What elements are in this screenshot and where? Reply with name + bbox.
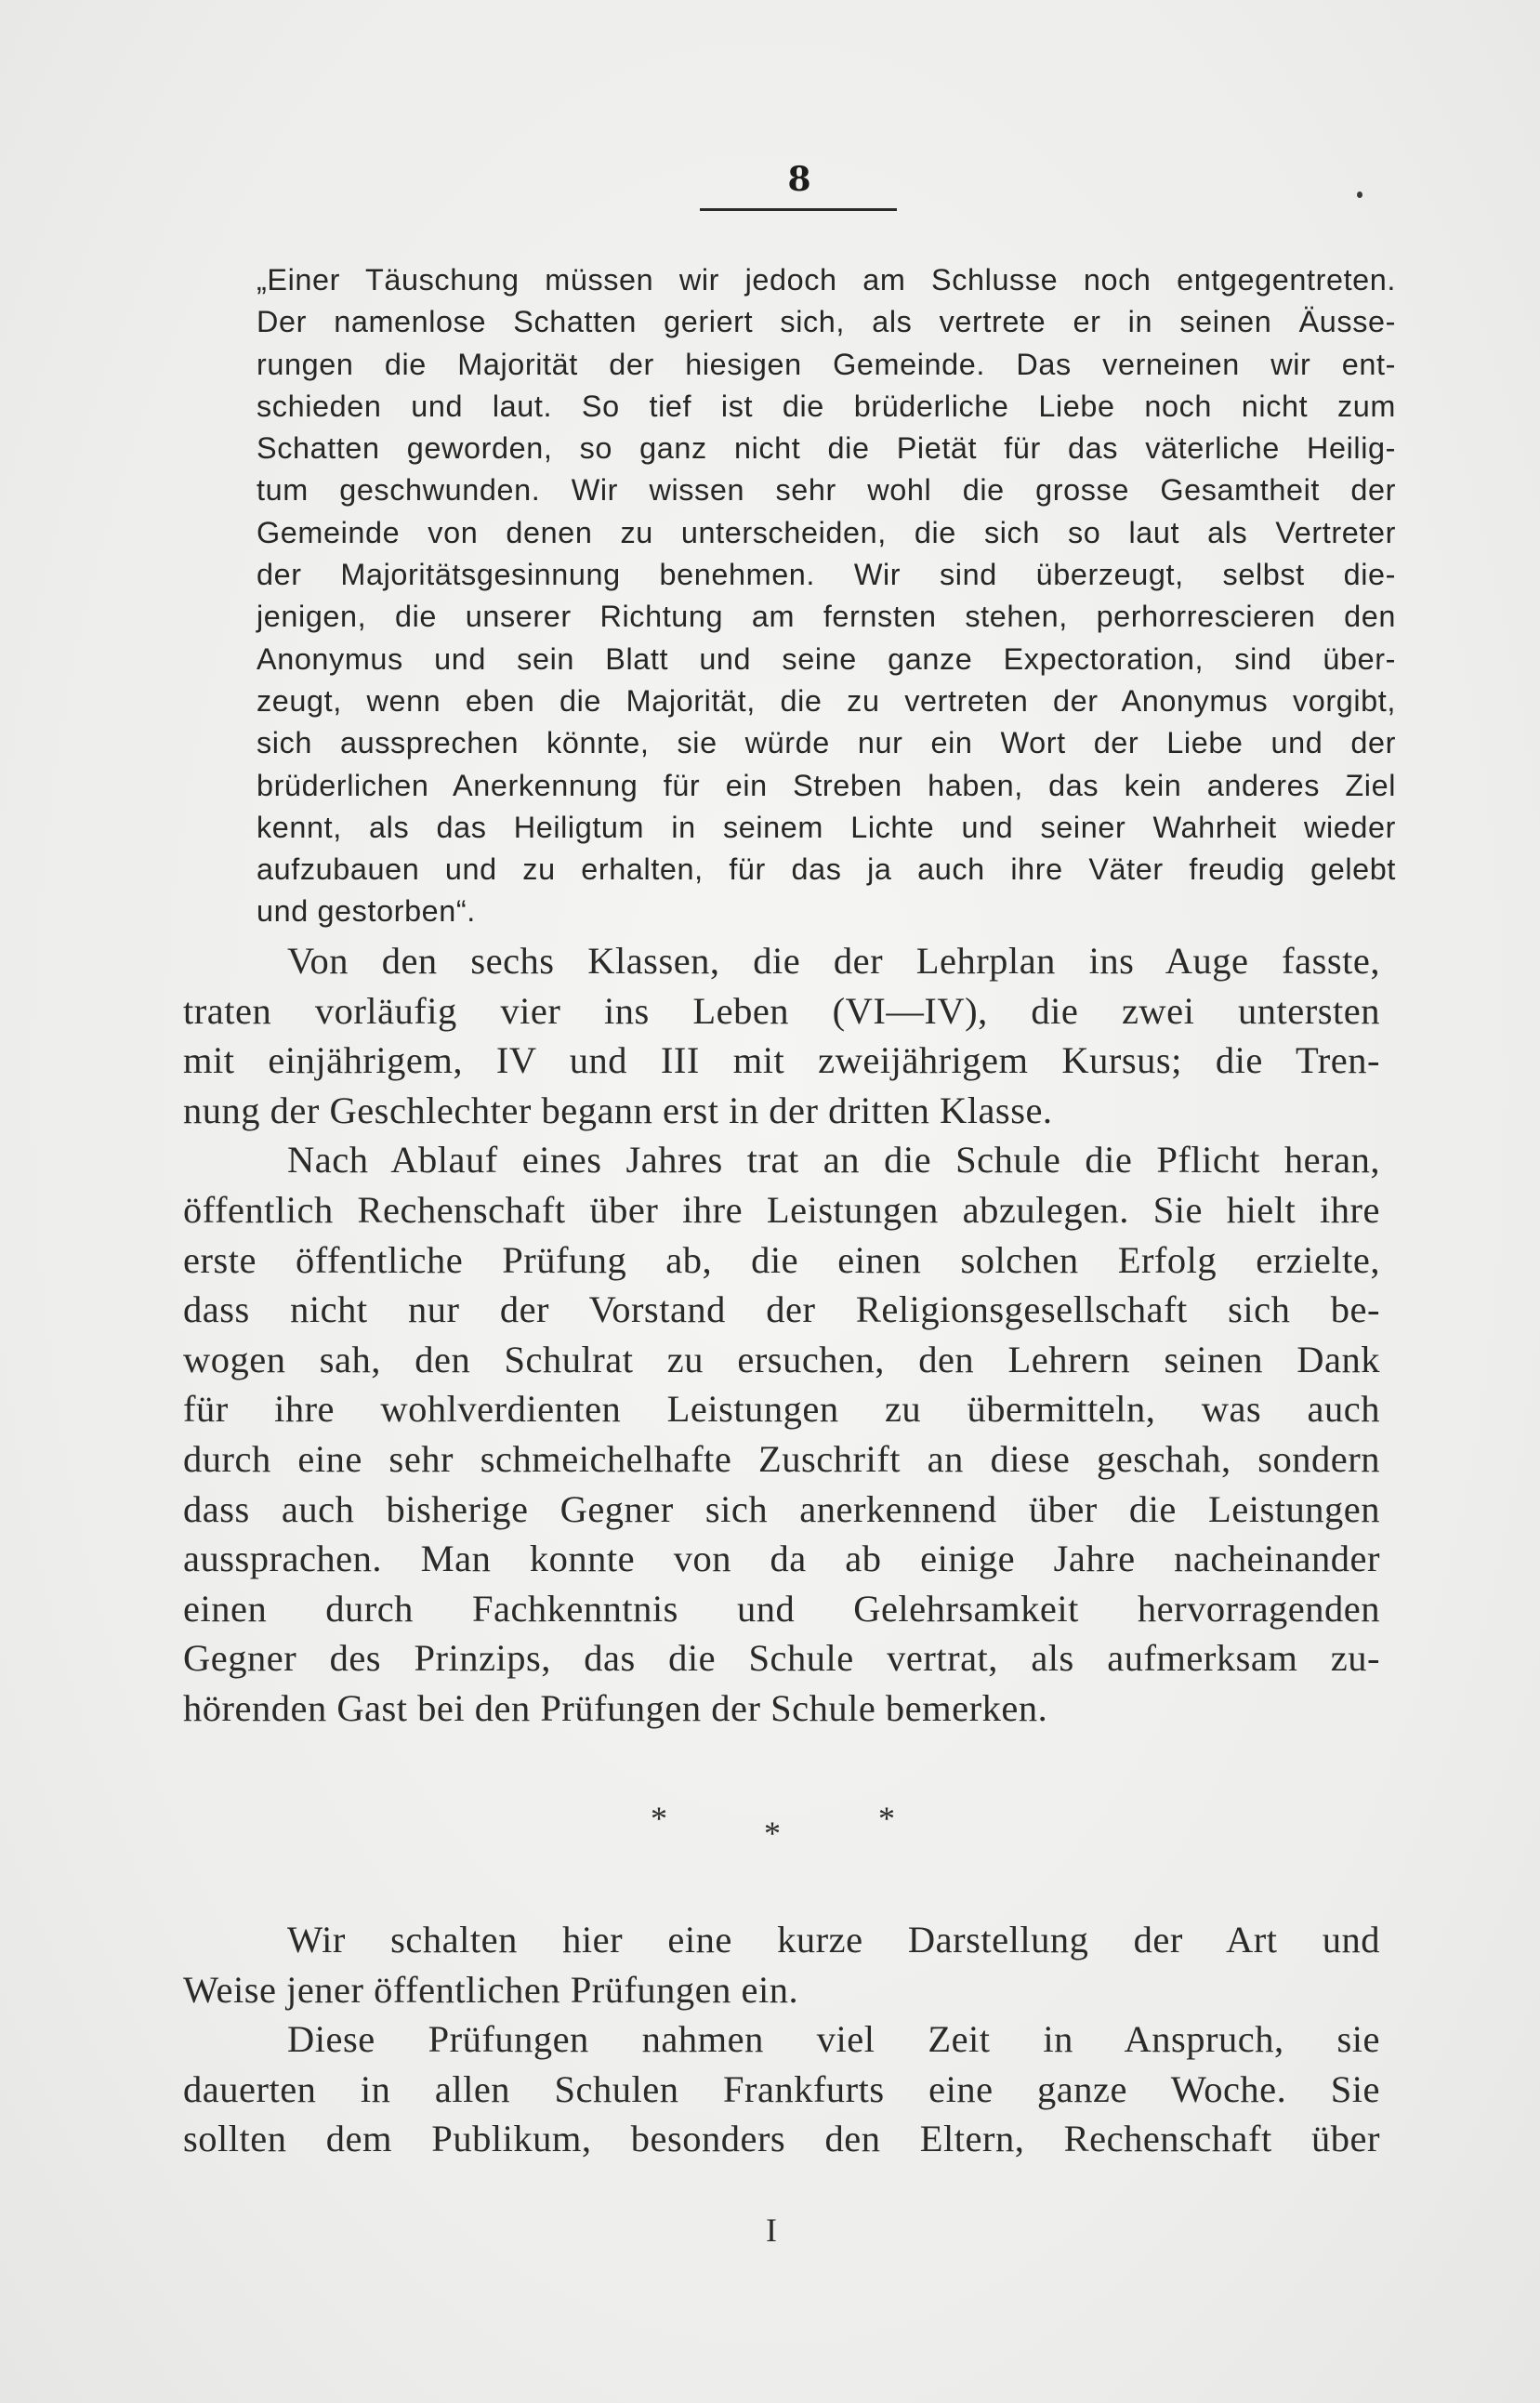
paragraph-examination	[183, 1135, 1380, 1733]
text-line: einen durch Fachkenntnis und Gelehrsamkeit hervorragenden	[183, 1587, 1380, 1630]
asterisk: *	[651, 1800, 667, 1837]
paragraph-classes	[183, 936, 1380, 1135]
ink-speck	[1357, 191, 1362, 198]
text-line: dass auch bisherige Gegner sich anerkennend über die Leistungen	[183, 1487, 1380, 1530]
quote-line: Anonymus und sein Blatt und seine ganze Expectoration, sind über-	[257, 641, 1396, 676]
section-separator	[595, 1799, 967, 1855]
text-line: sollten dem Publikum, besonders den Eltern, Rechenschaft über	[183, 2118, 1380, 2160]
quote-line: jenigen, die unserer Richtung am fernsten stehen, perhorrescieren den	[257, 600, 1396, 634]
quote-line: Gemeinde von denen zu unterscheiden, die sich so laut als Vertreter	[257, 515, 1396, 549]
quote-line: Schatten geworden, so ganz nicht die Pietät für das väterliche Heilig-	[257, 431, 1396, 466]
paragraph-duration	[183, 2014, 1380, 2164]
text-line: wogen sah, den Schulrat zu ersuchen, den Lehrern seinen Dank	[183, 1338, 1380, 1380]
quote-line: aufzubauen und zu erhalten, für das ja auch ihre Väter freudig gelebt	[257, 852, 1396, 887]
text-line: öffentlich Rechenschaft über ihre Leistungen abzulegen. Sie hielt ihre	[183, 1188, 1380, 1231]
signature-mark: I	[766, 2212, 777, 2249]
quote-line: Der namenlose Schatten geriert sich, als vertrete er in seinen Äusse-	[257, 305, 1396, 339]
quote-line: zeugt, wenn eben die Majorität, die zu vertreten der Anonymus vorgibt,	[257, 683, 1396, 718]
text-line: Von den sechs Klassen, die der Lehrplan ins Auge fasste,	[287, 940, 1380, 982]
quoted-passage	[257, 259, 1396, 933]
text-line: nung der Geschlechter begann erst in der dritten Klasse.	[183, 1089, 1053, 1131]
quote-line: brüderlichen Anerkennung für ein Streben haben, das kein anderes Ziel	[257, 768, 1396, 802]
asterisk: *	[764, 1815, 781, 1852]
quote-line: schieden und laut. So tief ist die brüderliche Liebe noch nicht zum	[257, 389, 1396, 423]
quote-line: kennt, als das Heiligtum in seinem Lichte und seiner Wahrheit wieder	[257, 810, 1396, 844]
text-line: aussprachen. Man konnte von da ab einige Jahre nacheinander	[183, 1538, 1380, 1580]
asterisk: *	[878, 1800, 895, 1837]
page-number: 8	[787, 160, 811, 199]
quote-line: der Majoritätsgesinnung benehmen. Wir sind überzeugt, selbst die-	[257, 558, 1396, 592]
main-text-continued	[183, 1915, 1380, 2164]
text-line: durch eine sehr schmeichelhafte Zuschrift an diese geschah, sondern	[183, 1437, 1380, 1480]
main-text	[183, 936, 1380, 1734]
text-line: erste öffentliche Prüfung ab, die einen solchen Erfolg erzielte,	[183, 1238, 1380, 1281]
quote-line: rungen die Majorität der hiesigen Gemeinde. Das verneinen wir ent-	[257, 347, 1396, 381]
text-line: Nach Ablauf eines Jahres trat an die Schule die Pflicht heran,	[287, 1139, 1380, 1182]
header-rule	[700, 208, 897, 211]
quote-line: tum geschwunden. Wir wissen sehr wohl die grosse Gesamtheit der	[257, 473, 1396, 508]
text-line: Diese Prüfungen nahmen viel Zeit in Anspruch, sie	[287, 2018, 1380, 2061]
text-line: traten vorläufig vier ins Leben (VI—IV), die zwei untersten	[183, 989, 1380, 1032]
text-line: mit einjährigem, IV und III mit zweijährigem Kursus; die Tren-	[183, 1039, 1380, 1082]
text-line: für ihre wohlverdienten Leistungen zu übermitteln, was auch	[183, 1388, 1380, 1431]
text-line: dauerten in allen Schulen Frankfurts eine ganze Woche. Sie	[183, 2067, 1380, 2110]
paragraph-intro-description	[183, 1915, 1380, 2014]
quote-line: sich aussprechen könnte, sie würde nur ein Wort der Liebe und der	[257, 726, 1396, 760]
quote-line: „Einer Täuschung müssen wir jedoch am Schlusse noch entgegentreten.	[257, 263, 1396, 297]
text-line: Wir schalten hier eine kurze Darstellung der Art und	[287, 1919, 1380, 1961]
quote-line: und gestorben“.	[257, 894, 476, 929]
text-line: Weise jener öffentlichen Prüfungen ein.	[183, 1968, 799, 2011]
text-line: hörenden Gast bei den Prüfungen der Schule bemerken.	[183, 1686, 1048, 1729]
text-line: Gegner des Prinzips, das die Schule vertrat, als aufmerksam zu-	[183, 1637, 1380, 1680]
text-line: dass nicht nur der Vorstand der Religionsgesellschaft sich be-	[183, 1288, 1380, 1331]
